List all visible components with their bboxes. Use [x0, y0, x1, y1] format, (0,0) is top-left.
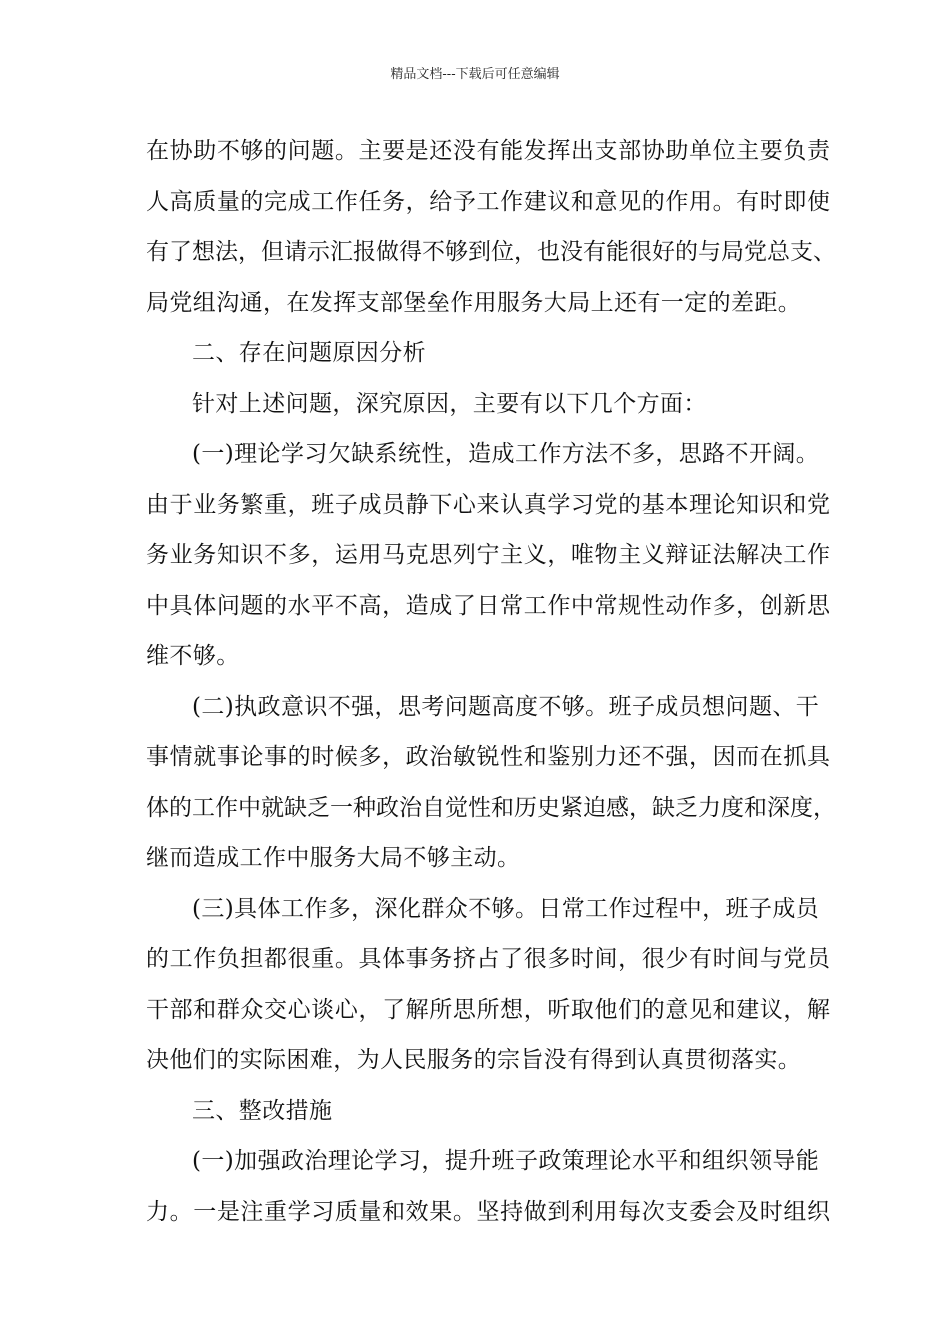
paragraph-line: 的工作负担都很重。具体事务挤占了很多时间，很少有时间与党员	[146, 946, 830, 972]
section-heading: 三、整改措施	[192, 1097, 333, 1124]
paragraph-line: 决他们的实际困难，为人民服务的宗旨没有得到认真贯彻落实。	[146, 1047, 802, 1073]
paragraph-line: 维不够。	[146, 643, 240, 669]
paragraph-line: 针对上述问题，深究原因，主要有以下几个方面：	[192, 390, 707, 417]
paragraph-line: 继而造成工作中服务大局不够主动。	[146, 845, 521, 871]
paragraph-line: 事情就事论事的时候多，政治敏锐性和鉴别力还不强，因而在抓具	[146, 744, 830, 770]
paragraph-line: 局党组沟通，在发挥支部堡垒作用服务大局上还有一定的差距。	[146, 289, 802, 316]
paragraph-line: 力。一是注重学习质量和效果。坚持做到利用每次支委会及时组织	[146, 1198, 830, 1225]
paragraph-line: 干部和群众交心谈心，了解所思所想，听取他们的意见和建议，解	[146, 996, 830, 1023]
paragraph-line: 由于业务繁重，班子成员静下心来认真学习党的基本理论知识和党	[146, 491, 830, 518]
page-header: 精品文档---下载后可任意编辑	[390, 67, 560, 82]
paragraph-line: 务业务知识不多，运用马克思列宁主义，唯物主义辩证法解决工作	[146, 542, 830, 568]
paragraph-line: 体的工作中就缺乏一种政治自觉性和历史紧迫感，缺乏力度和深度，	[146, 794, 836, 821]
paragraph-line: 有了想法，但请示汇报做得不够到位，也没有能很好的与局党总支、	[146, 239, 836, 265]
section-heading: 二、存在问题原因分析	[192, 340, 426, 366]
paragraph-line: 在协助不够的问题。主要是还没有能发挥出支部协助单位主要负责	[146, 138, 830, 164]
subsection-heading: (一)加强政治理论学习，提升班子政策理论水平和组织领导能	[192, 1148, 820, 1174]
paragraph-line: 人高质量的完成工作任务，给予工作建议和意见的作用。有时即使	[146, 188, 830, 215]
document-body	[146, 130, 836, 1241]
subsection-heading: (二)执政意识不强，思考问题高度不够。班子成员想问题、干	[192, 693, 820, 720]
paragraph-line: 中具体问题的水平不高，造成了日常工作中常规性动作多，创新思	[146, 592, 830, 619]
subsection-heading: (一)理论学习欠缺系统性，造成工作方法不多，思路不开阔。	[192, 441, 820, 467]
subsection-heading: (三)具体工作多，深化群众不够。日常工作过程中，班子成员	[192, 895, 820, 922]
